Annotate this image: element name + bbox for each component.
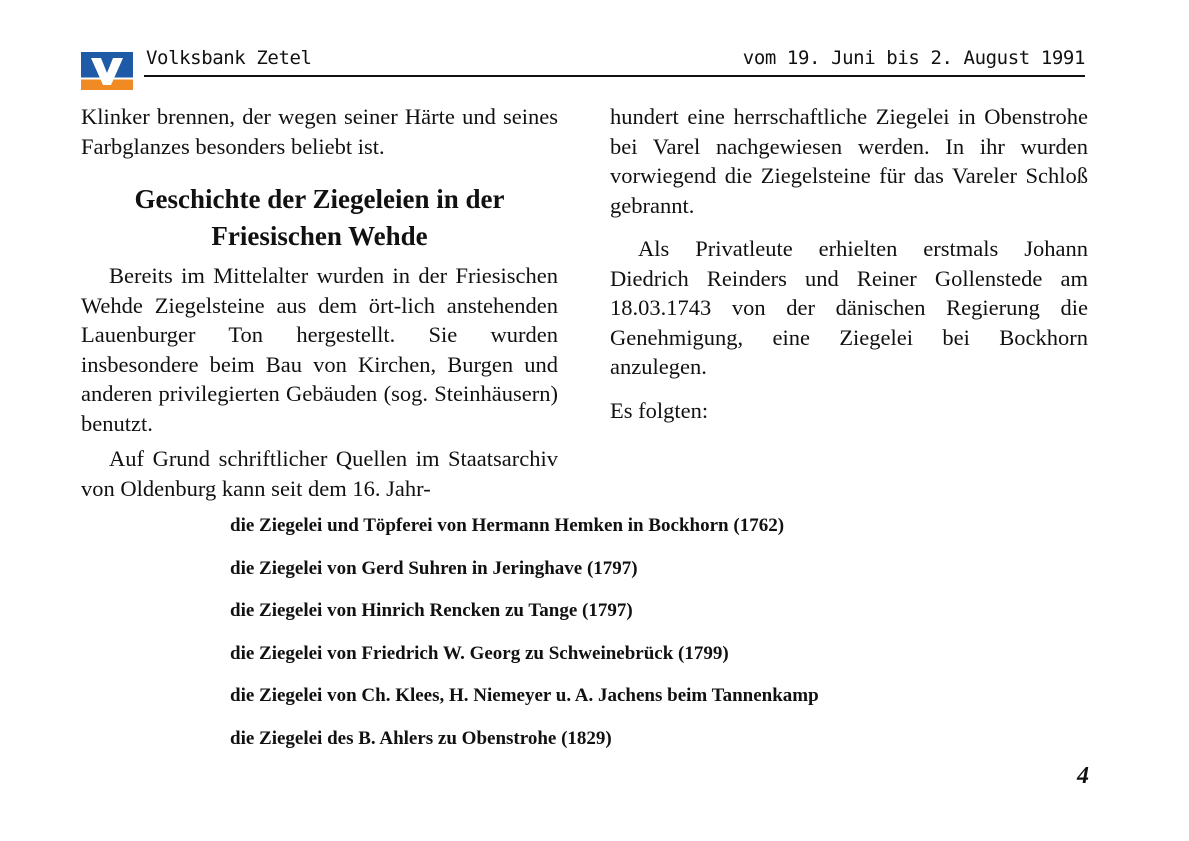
- page-number: 4: [1077, 763, 1089, 789]
- list-item: die Ziegelei des B. Ahlers zu Obenstrohe (1829): [230, 727, 612, 749]
- header-divider: [144, 75, 1085, 77]
- intro-paragraph: Klinker brennen, der wegen seiner Härte und seines Farbglanzes besonders beliebt ist.: [81, 104, 558, 159]
- paragraph-privatleute: Als Privatleute erhielten erstmals Johann Diedrich Reinders und Reiner Gollenstede am 18.03.1743 von der dänischen Regierung die Genehmigung, eine Ziegelei bei Bockhorn anzulegen.: [610, 236, 1088, 379]
- right-column: [610, 102, 1088, 425]
- paragraph-middle-ages: Bereits im Mittelalter wurden in der Friesischen Wehde Ziegelsteine aus dem ört-lich anstehenden Lauenburger Ton hergestellt. Sie wurden insbesondere beim Bau von Kirchen, Burgen und anderen privilegierten Gebäuden (sog. Steinhäusern) benutzt.: [81, 263, 558, 436]
- heading-line-1: Geschichte der Ziegeleien in der: [134, 184, 505, 214]
- list-item: die Ziegelei von Ch. Klees, H. Niemeyer u. A. Jachens beim Tannenkamp: [230, 685, 819, 706]
- list-item: die Ziegelei und Töpferei von Hermann Hemken in Bockhorn (1762): [230, 515, 785, 536]
- list-item: die Ziegelei von Hinrich Rencken zu Tange (1797): [230, 600, 633, 621]
- volksbank-v-logo-icon: [81, 52, 133, 90]
- left-column: [81, 102, 558, 503]
- list-item: die Ziegelei von Friedrich W. Georg zu Schweinebrück (1799): [230, 642, 729, 664]
- paragraph-es-folgten: Es folgten:: [610, 397, 709, 423]
- paragraph-archive: Auf Grund schriftlicher Quellen im Staatsarchiv von Oldenburg kann seit dem 16. Jahr-: [81, 446, 558, 501]
- heading-line-2: Friesischen Wehde: [211, 221, 428, 251]
- paragraph-obenstrohe: hundert eine herrschaftliche Ziegelei in Obenstrohe bei Varel nachgewiesen werden. In ihr wurden vorwiegend die Ziegelsteine für das Vareler Schloß gebrannt.: [610, 104, 1088, 218]
- section-heading: [81, 181, 558, 255]
- header-bank-name: Volksbank Zetel: [146, 47, 312, 69]
- header-date-range: vom 19. Juni bis 2. August 1991: [742, 47, 1085, 69]
- brickworks-list: [230, 515, 819, 770]
- list-item: die Ziegelei von Gerd Suhren in Jeringhave (1797): [230, 557, 638, 579]
